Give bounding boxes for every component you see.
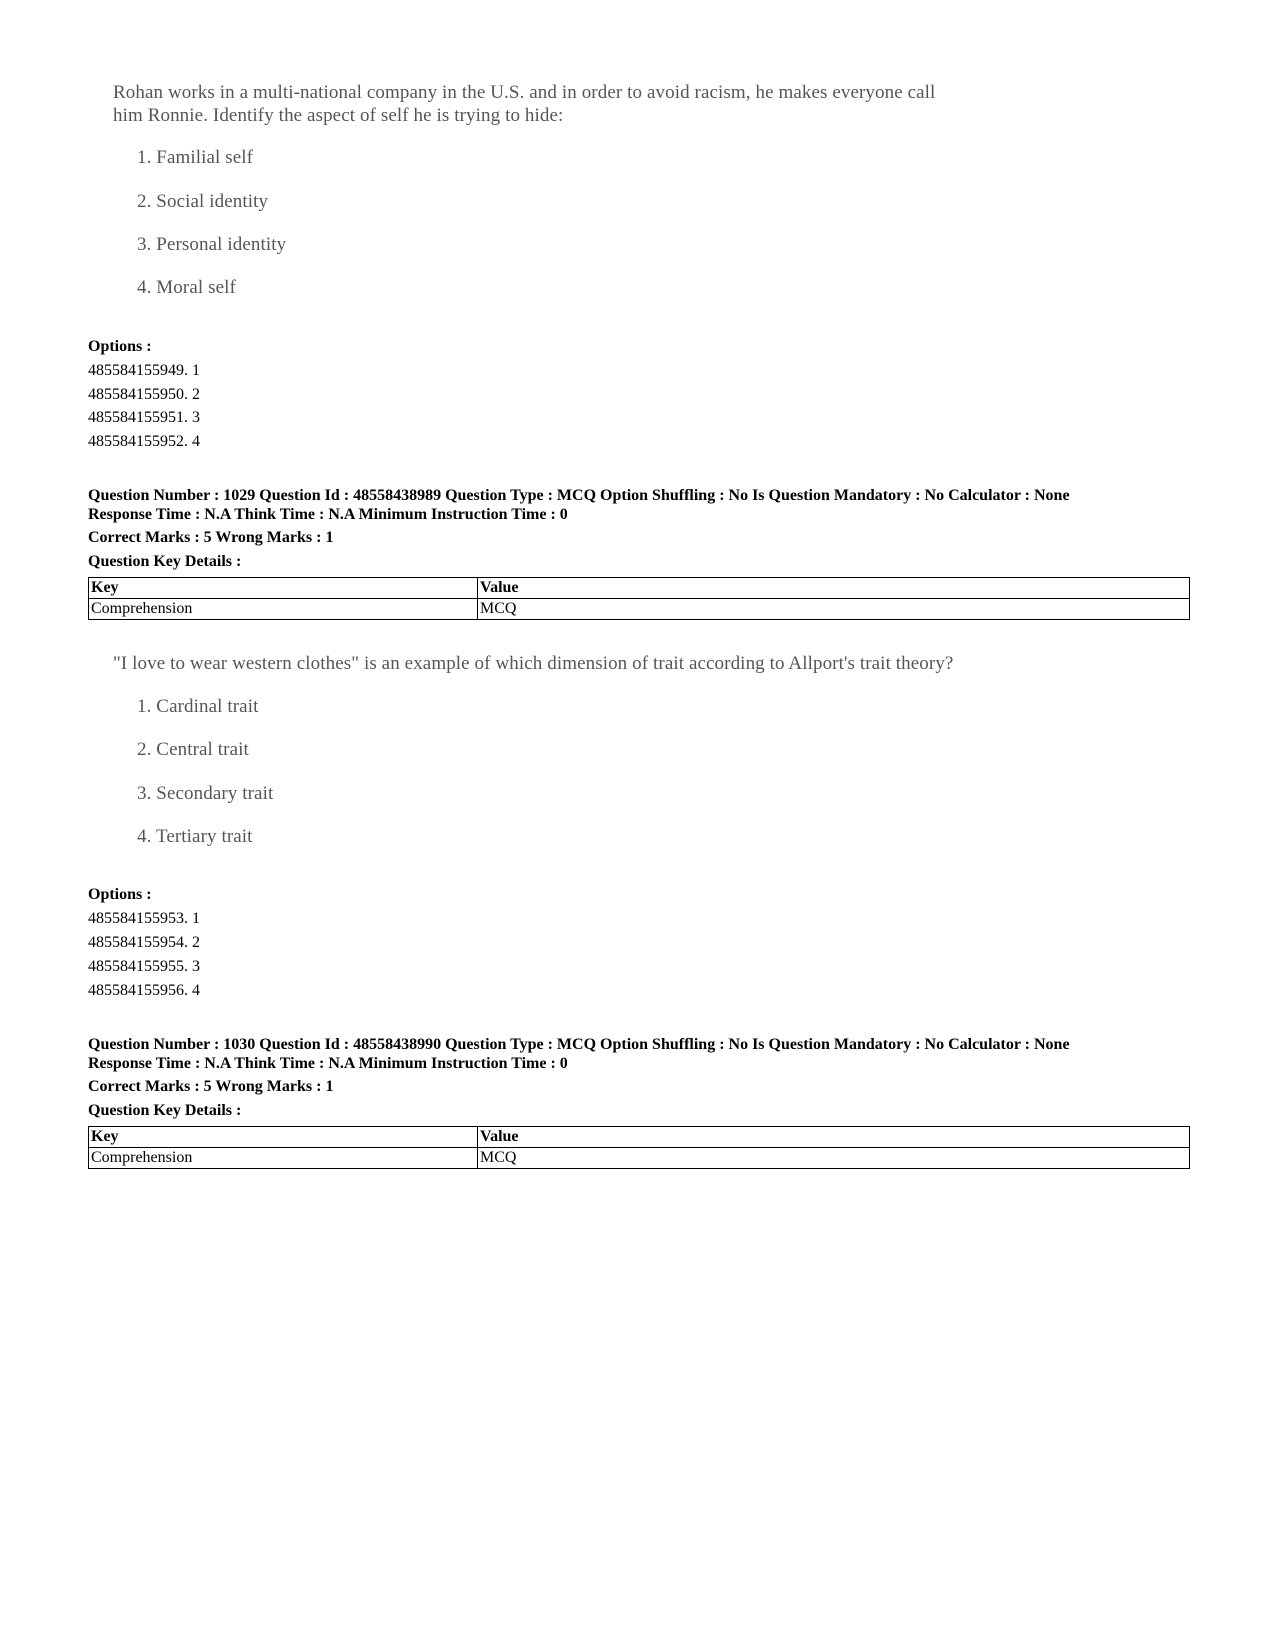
question-choice: 1. Familial self xyxy=(137,147,254,168)
option-id: 485584155951. 3 xyxy=(88,409,200,426)
options-label: Options : xyxy=(88,886,152,903)
question-choice: 2. Central trait xyxy=(137,739,249,760)
question-image xyxy=(113,81,1013,311)
option-id: 485584155953. 1 xyxy=(88,910,200,927)
question-meta: Response Time : N.A Think Time : N.A Minimum Instruction Time : 0 xyxy=(88,506,568,523)
table-header-cell: Key xyxy=(89,578,478,599)
table-cell: Comprehension xyxy=(89,1148,478,1169)
question-meta: Question Number : 1029 Question Id : 48558438989 Question Type : MCQ Option Shuffling : No Is Question Mandatory : No Calculator : None xyxy=(88,487,1070,504)
option-id: 485584155955. 3 xyxy=(88,958,200,975)
key-details-table xyxy=(88,577,1190,620)
question-stem-line: him Ronnie. Identify the aspect of self he is trying to hide: xyxy=(113,105,564,126)
key-details-label: Question Key Details : xyxy=(88,553,242,570)
table-header-cell: Value xyxy=(478,1127,1190,1148)
table-header-cell: Key xyxy=(89,1127,478,1148)
question-marks: Correct Marks : 5 Wrong Marks : 1 xyxy=(88,1078,334,1095)
table-row xyxy=(89,599,1190,620)
question-stem-line: Rohan works in a multi-national company in the U.S. and in order to avoid racism, he makes everyone call xyxy=(113,82,936,103)
table-header-cell: Value xyxy=(478,578,1190,599)
option-id: 485584155949. 1 xyxy=(88,362,200,379)
option-id: 485584155954. 2 xyxy=(88,934,200,951)
table-cell: MCQ xyxy=(478,1148,1190,1169)
options-label: Options : xyxy=(88,338,152,355)
table-cell: MCQ xyxy=(478,599,1190,620)
question-choice: 4. Tertiary trait xyxy=(137,826,253,847)
question-meta: Response Time : N.A Think Time : N.A Minimum Instruction Time : 0 xyxy=(88,1055,568,1072)
question-choice: 3. Personal identity xyxy=(137,234,287,255)
question-stem-line: "I love to wear western clothes" is an example of which dimension of trait according to Allport's trait theory? xyxy=(113,653,954,674)
question-meta: Question Number : 1030 Question Id : 48558438990 Question Type : MCQ Option Shuffling : No Is Question Mandatory : No Calculator : None xyxy=(88,1036,1070,1053)
table-header-row xyxy=(89,1127,1190,1148)
option-id: 485584155956. 4 xyxy=(88,982,200,999)
question-choice: 3. Secondary trait xyxy=(137,783,274,804)
question-image xyxy=(113,652,1013,852)
option-id: 485584155950. 2 xyxy=(88,386,200,403)
table-header-row xyxy=(89,578,1190,599)
key-details-label: Question Key Details : xyxy=(88,1102,242,1119)
option-id: 485584155952. 4 xyxy=(88,433,200,450)
question-choice: 1. Cardinal trait xyxy=(137,696,259,717)
question-choice: 2. Social identity xyxy=(137,191,269,212)
question-choice: 4. Moral self xyxy=(137,277,236,298)
question-marks: Correct Marks : 5 Wrong Marks : 1 xyxy=(88,529,334,546)
key-details-table xyxy=(88,1126,1190,1169)
table-row xyxy=(89,1148,1190,1169)
table-cell: Comprehension xyxy=(89,599,478,620)
